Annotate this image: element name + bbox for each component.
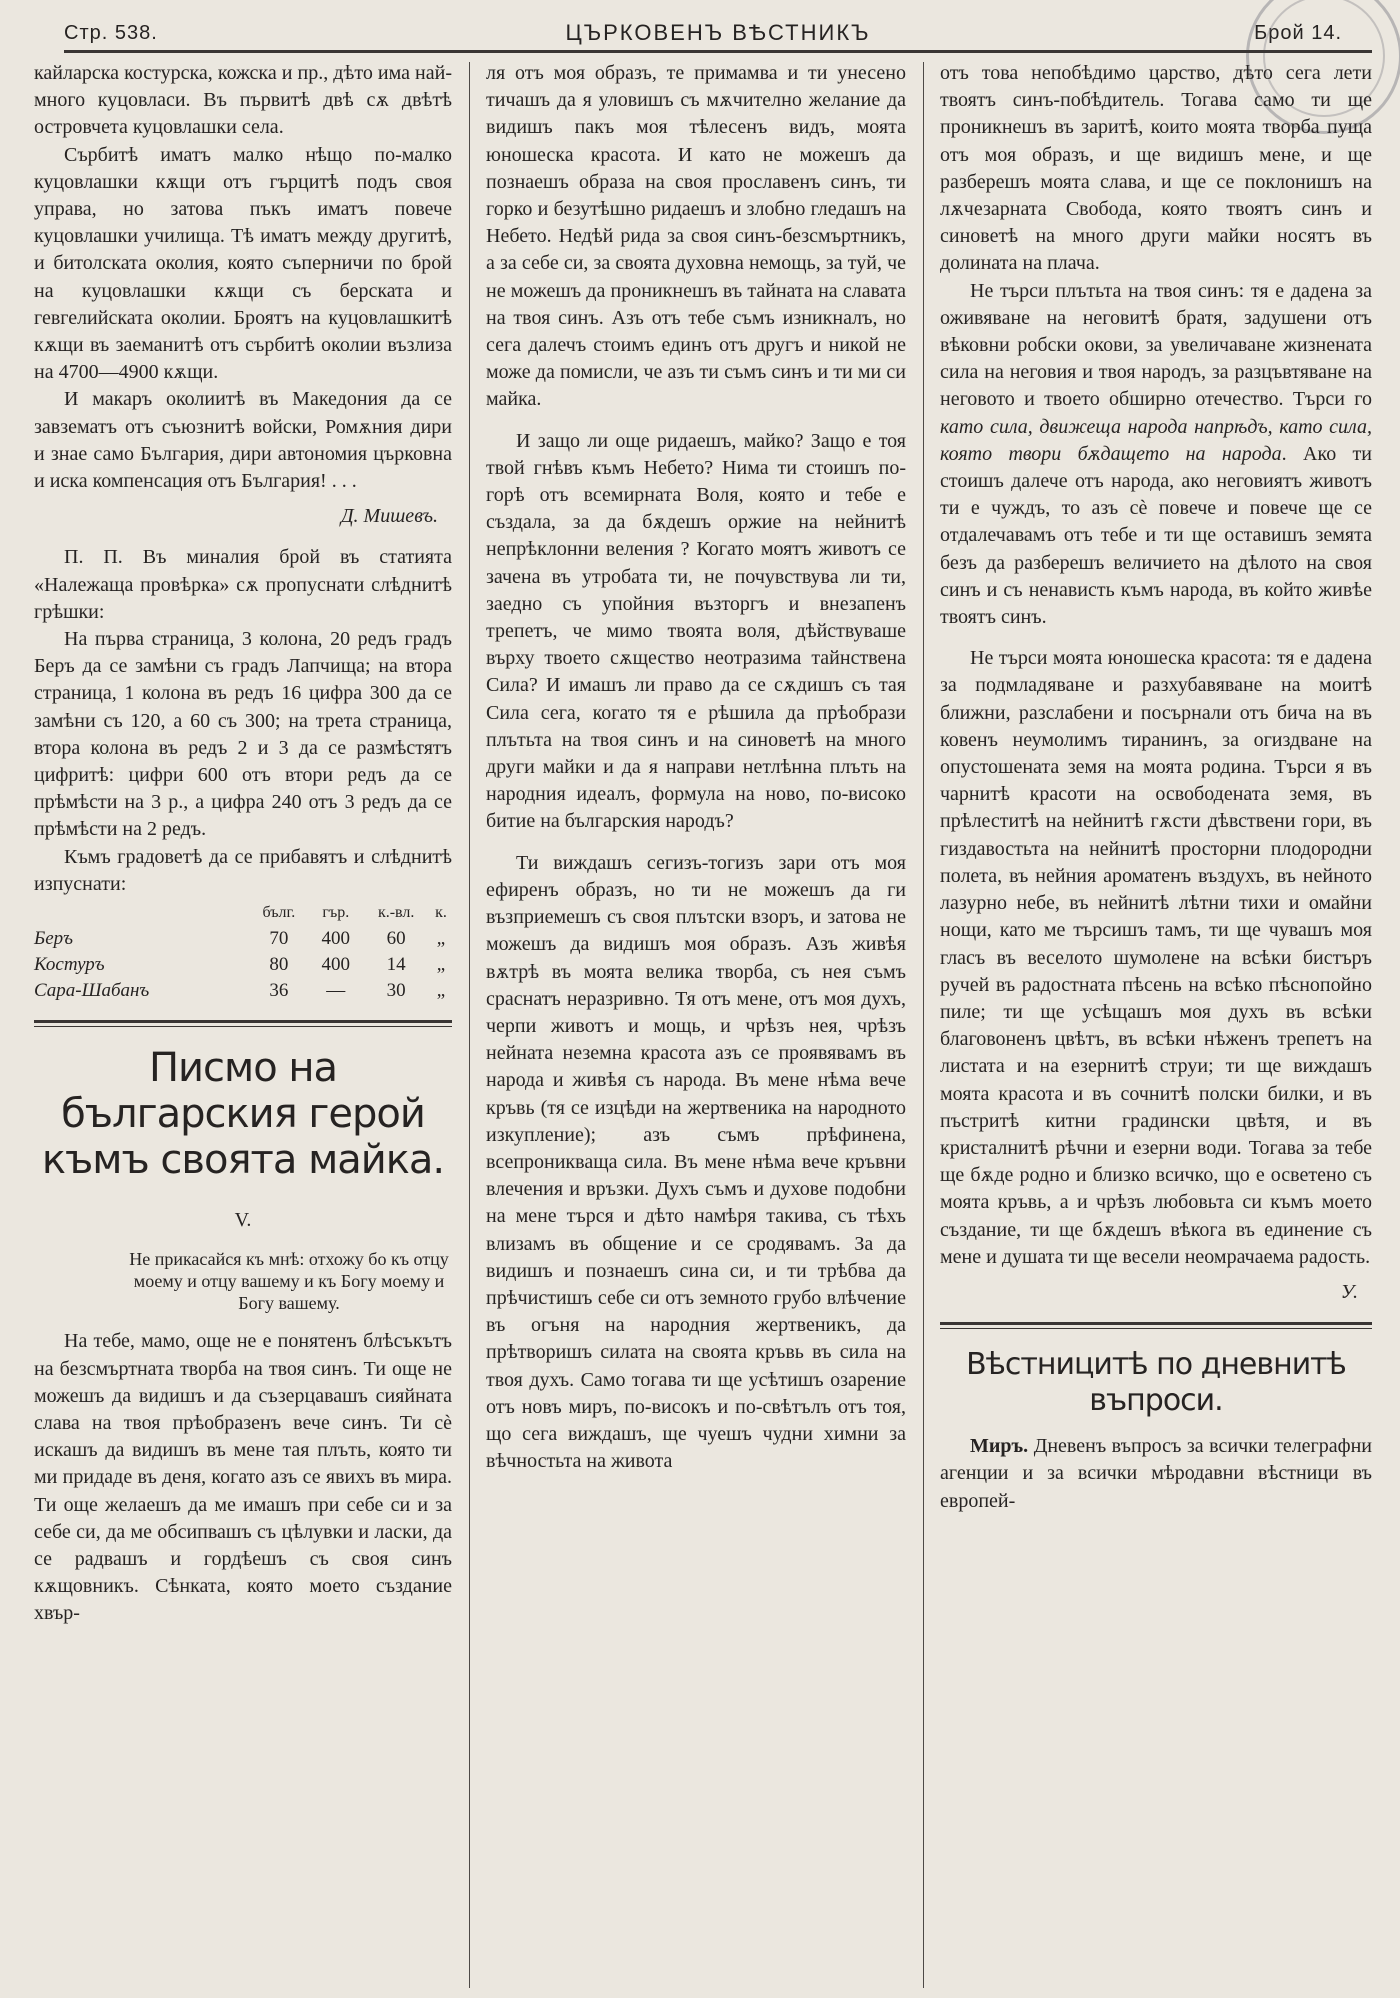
headline-line: къмъ своята майка. bbox=[41, 1137, 445, 1184]
paragraph: Не търси моята юношеска красота: тя е дадена за подмладяване и разхубавяване на моитѣ ближни, разслабени и посърнали отъ бича на въ ковенъ неумолимъ тиранинъ, за огиздване на опустошената земя на моята родина. Търси я въ чарнитѣ красоти на освободената земя, въ прѣлеститѣ на нейнитѣ гѫсти дѣвствени гори, въ гиздавостьта на нейнитѣ просторни плодородни полета, въ нейния ароматенъ въздухъ, въ нейното лазурно небе, въ нейнитѣ лѣтни тихи и омайни нощи, като ме търсишъ тамъ, ти ще чувашъ моя гласъ въ веселото шумолене на всѣки бистъръ ручей въ радостната пѣсень на всѣко пѣснопойно пиле; ти ще усѣщашъ моя духъ въ всѣки благовоненъ цвѣтъ, въ всѣки нѣженъ трепетъ на листата и на езернитѣ струи; ти ще виждашъ моята красота и въ сочнитѣ полски билки, и въ пъстритѣ китни градински цвѣтя, и въ кристалнитѣ рѣчни и езерни води. Тогава за тебе ще бѫде родно и близко всичко, що е осветено съ моята кръвь, а и чрѣзъ любовьта си къмъ моето създание, ти ще бѫдешъ вѣкога въ единение съ мене и душата ти ще весели неомрачаема радость. bbox=[940, 647, 1372, 1268]
paragraph: На тебе, мамо, още не е понятенъ блѣсъкътъ на безсмъртната творба на твоя синъ. Ти още не можешъ да видишъ и да съзерцавашъ сияйната слава на твоя прѣобразенъ вече синъ. Ти сѐ искашъ да видишъ въ мене тая плъть, която ти ми придаде въ деня, когато азъ се явихъ въ мира. Ти още желаешъ да ме имашъ при себе си и за себе си, да ме обсипвашъ съ цѣлувки и ласки, да се радвашъ и гордѣешъ съ своя синъ кѫщовникъ. Сѣнката, която моето създание хвър- bbox=[34, 1330, 452, 1625]
city-cell: Костуръ bbox=[34, 954, 105, 976]
postscript: П. П. Въ миналия брой въ статията «Належаща провѣрка» сѫ пропуснати слѣднитѣ грѣшки: bbox=[34, 546, 452, 623]
value-cell: 80 bbox=[269, 954, 289, 976]
value-cell: 60 bbox=[386, 928, 406, 950]
value-cell: 400 bbox=[321, 954, 351, 976]
section-rule bbox=[34, 1020, 452, 1023]
section-rule bbox=[34, 1026, 452, 1027]
postscript-additions: Къмъ градоветѣ да се прибавятъ и слѣднитѣ изпуснати: bbox=[34, 845, 452, 895]
headline-line: Писмо на българския герой bbox=[61, 1045, 425, 1138]
paragraph: Сърбитѣ иматъ малко нѣщо по-малко куцовлашки кѫщи отъ гърцитѣ подъ своя управа, но затова пъкъ иматъ повече куцовлашки училища. Тѣ иматъ между другитѣ, и битолската околия, която съперничи по брой на куцовлашки кѫщи съ берската и гевгелийската околии. Броятъ на куцовлашкитѣ кѫщи въ заеманитѣ отъ сърбитѣ околии възлиза на 4700—4900 кѫщи. bbox=[34, 143, 452, 384]
value-cell: — bbox=[326, 980, 346, 1002]
column-separator bbox=[469, 62, 470, 1988]
page-header bbox=[64, 18, 1372, 48]
paragraph: И защо ли още ридаешъ, майко? Защо е тоя твой гнѣвъ къмъ Небето? Нима ти стоишъ по-горѣ отъ всемирната Воля, която и тебе е създала, за да бѫдешъ оржие на нейнитѣ непрѣклонни веления ? Когато моятъ животъ се зачена въ утробата ти, не почувствува ли ти, заедно съ упойния възторгъ и внезапенъ трепетъ, че мимо твоята воля, дѣйствуваше върху твоето сѫщество неотразима тайнствена Сила? И имашъ ли право да се сѫдишъ съ тая Сила сега, когато тя е рѣшила да прѣобрази плътьта на твоя синъ и на синоветѣ на много други майки и да я направи нетлѣнна плъть на народния идеалъ, формула на ново, по-високо битие на българския народъ? bbox=[486, 429, 906, 833]
table-row bbox=[34, 952, 452, 978]
epigraph: Не прикасайся къ мнѣ: отхожу бо къ отцу моему и отцу вашему и къ Богу моему и Богу вашему. bbox=[129, 1249, 449, 1314]
value-cell: 36 bbox=[269, 980, 289, 1002]
city-cell: Сара-Шабанъ bbox=[34, 980, 150, 1002]
letter-signature: У. bbox=[1340, 1280, 1358, 1303]
table-header: бълг. bbox=[262, 904, 296, 922]
newspaper-title: ЦЪРКОВЕНЪ ВѢСТНИКЪ bbox=[565, 20, 871, 45]
value-cell: „ bbox=[436, 980, 446, 1002]
table-header bbox=[34, 900, 248, 926]
paragraph: отъ това непобѣдимо царство, дѣто сега лети твоятъ синъ-побѣдитель. Тогава само ти ще проникнешъ въ заритѣ, които моята творба пуща отъ моя образъ, и ще видишъ мене, и ще разберешъ моята слава, и ще се поклонишъ на лѫчезарната Свобода, която твоятъ синъ и синоветѣ на много други майки носятъ въ долината на плача. bbox=[940, 62, 1372, 275]
value-cell: 70 bbox=[269, 928, 289, 950]
paragraph: И макаръ околиитѣ въ Македония да се завзематъ отъ съюзнитѣ войски, Ромѫния дири и знае само България, дири автономия църковна и иска компенсация отъ България! . . . bbox=[34, 388, 452, 493]
value-cell: 14 bbox=[386, 954, 406, 976]
text-run: . Ако ти стоишъ далече отъ народа, ако неговиятъ животъ ти е чуждъ, то азъ сѐ повече и повече ще се отдалечавамъ отъ тебе и ти ще оставишъ земята безъ да разберешъ величието на дѣлото на своя синъ и съ ненависть къмъ народа, въ който живѣе твоятъ синъ. bbox=[940, 442, 1373, 629]
section-rule bbox=[940, 1328, 1372, 1329]
column-1 bbox=[34, 60, 452, 1998]
value-cell: 400 bbox=[321, 928, 351, 950]
page-number: Стр. 538. bbox=[64, 22, 158, 44]
table-row bbox=[34, 926, 452, 952]
section-headline: Вѣстницитѣ по дневнитѣ въпроси. bbox=[966, 1347, 1346, 1419]
paragraph: Ти виждашъ сегизъ-тогизъ зари отъ моя ефиренъ образъ, но ти не можешъ да ги възприемешъ съ своя плътски взоръ, и затова не можешъ да видишъ моя образъ. Азъ живѣя вѫтрѣ въ моята велика творба, съ нея съмъ сраснатъ неразривно. Тя отъ мене, отъ моя духъ, черпи животъ и мощь, и чрѣзъ нея, чрѣзъ нейната неземна красота азъ се проявявамъ въ народа и живѣя съ народа. Въ мене нѣма вече кръвь (тя се изцѣди на жертвеника на народното изкупление); азъ съмъ прѣфинена, всепроникваща сила. Въ мене нѣма вече кръвни влечения и връзки. Духъ съмъ и духове подобни на мене търся и дѣто намѣря такива, съ тѣхъ влизамъ въ общение и се сродявамъ. За да видишъ и познаешъ сина си, и ти трѣбва да прѣчистишъ себе си отъ земното грубо влѣчение въ огъня на народния жертвеникъ, да прѣтворишъ силата на своята кръвь въ сила на твоя духъ. Само тогава ти ще усѣтишъ озарение отъ новъ миръ, по-високъ и по-свѣтълъ отъ тоя, що сега виждашъ, ще чуешъ чудни химни за вѣчностьта на живота bbox=[486, 851, 906, 1473]
towns-population-table bbox=[34, 900, 452, 1004]
paragraph bbox=[940, 1433, 1372, 1515]
section-rule bbox=[940, 1322, 1372, 1325]
city-cell: Беръ bbox=[34, 928, 74, 950]
article-signature: Д. Мишевъ. bbox=[340, 505, 438, 528]
table-header: гър. bbox=[322, 904, 350, 922]
part-number: V. bbox=[234, 1209, 252, 1232]
header-rule bbox=[64, 50, 1372, 53]
column-separator bbox=[923, 62, 924, 1988]
paragraph: кайларска костурска, кожска и пр., дѣто има най-много куцовласи. Въ първитѣ двѣ сѫ двѣтѣ островчета куцовлашки села. bbox=[34, 62, 452, 139]
emphasis-text: като сила, движеща народа напрѣдъ, като сила, която твори бѫдащето на народа bbox=[940, 415, 1372, 465]
text-run: Не търси плътьта на твоя синъ: тя е дадена за оживяване на неговитѣ братя, задушени отъ вѣковни робски окови, за увеличаване жизнената сила на неговия и твоя народъ, за разцъвтяване на неговото и твоето обширно отечество. Търси го bbox=[940, 279, 1372, 411]
text-run: Дневенъ въпросъ за всички телеграфни агенции и за всички мѣродавни вѣстници въ европей- bbox=[940, 1435, 1372, 1512]
postscript-corrections: На първа страница, 3 колона, 20 редъ градъ Беръ да се замѣни съ градъ Лапчища; на втора страница, 1 колона въ редъ 16 цифра 300 да се замѣни съ 120, а 60 съ 300; на трета страница, втора колона въ редъ 2 и 3 да се размѣстятъ цифритѣ: цифри 600 отъ втори редъ да се прѣмѣсти на 3 р., а цифра 240 отъ 3 редъ да се прѣмѣсти на 2 редъ. bbox=[34, 628, 452, 841]
letter-headline bbox=[34, 1045, 452, 1183]
value-cell: „ bbox=[436, 954, 446, 976]
table-header: к. bbox=[435, 904, 447, 922]
paragraph-lead: Миръ. bbox=[970, 1435, 1029, 1458]
column-2 bbox=[486, 60, 906, 1998]
value-cell: 30 bbox=[386, 980, 406, 1002]
paragraph: ля отъ моя образъ, те примамва и ти унесено тичашъ да я уловишъ съ мѫчително желание да видишъ пакъ моя тѣлесенъ видъ, моята юношеска красота. И като не можешъ да познаешъ образа на своя прославенъ синъ, ти горко и безутѣшно ридаешъ и злобно гледашъ на Небето. Недѣй рида за своя синъ-безсмъртникъ, а за себе си, за своята духовна немощь, за туй, че не можешъ да проникнешъ въ тайната на славата на твоя синъ. Азъ отъ тебе съмъ изникналъ, но сега далечъ стоимъ единъ отъ другъ и никой не може да помисли, че азъ ти съмъ синъ и ти ми си майка. bbox=[486, 62, 906, 411]
paragraph bbox=[940, 278, 1372, 632]
issue-number: Брой 14. bbox=[1254, 22, 1342, 44]
table-header-row bbox=[34, 900, 452, 926]
column-3 bbox=[940, 60, 1372, 1998]
value-cell: „ bbox=[436, 928, 446, 950]
table-header: к.-вл. bbox=[377, 904, 415, 922]
table-row bbox=[34, 978, 452, 1004]
